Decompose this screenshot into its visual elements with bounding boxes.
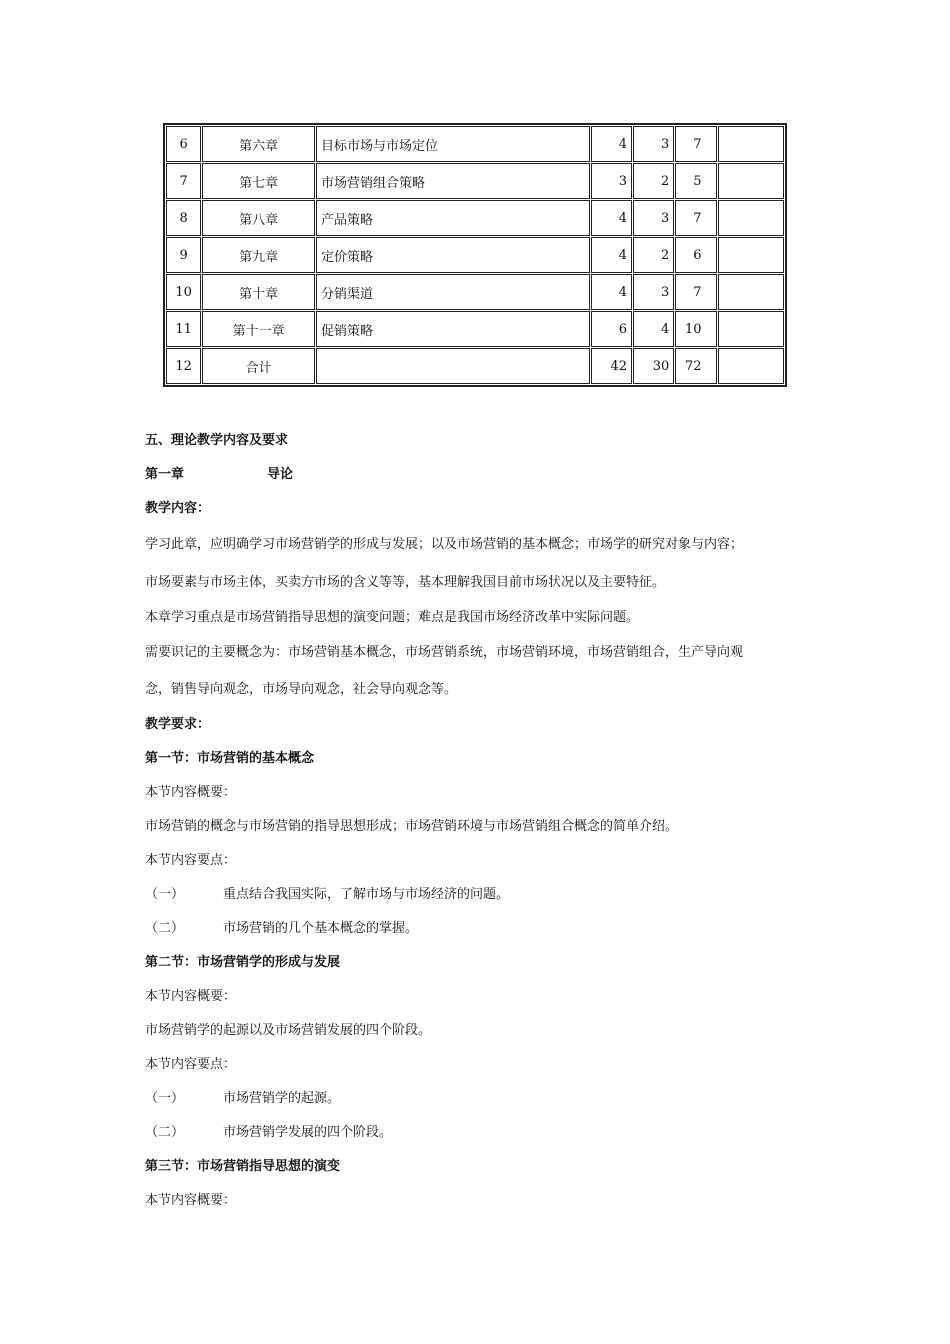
table-row [166, 200, 784, 236]
cell-total-hours: 72 [675, 348, 716, 384]
chapter-number: 第一章 [145, 467, 185, 482]
cell-note [718, 200, 784, 236]
cell-chapter: 第九章 [202, 237, 315, 273]
cell-number: 11 [166, 311, 201, 347]
cell-practice-hours: 3 [633, 274, 674, 310]
table-row [166, 126, 784, 162]
section-2-point-1 [145, 1082, 825, 1116]
chapter-name: 导论 [267, 467, 294, 482]
cell-note [718, 163, 784, 199]
cell-number: 7 [166, 163, 201, 199]
cell-title: 定价策略 [316, 237, 590, 273]
cell-lecture-hours: 3 [591, 163, 632, 199]
cell-chapter: 第六章 [202, 126, 315, 162]
section-1-overview: 市场营销的概念与市场营销的指导思想形成；市场营销环境与市场营销组合概念的简单介绍。 [145, 819, 679, 834]
content-paragraph-1b: 市场要素与市场主体，买卖方市场的含义等等，基本理解我国目前市场状况以及主要特征。 [145, 575, 666, 590]
cell-lecture-hours: 4 [591, 274, 632, 310]
point-text: 重点结合我国实际，了解市场与市场经济的问题。 [223, 887, 510, 902]
point-marker: （二） [145, 1125, 185, 1140]
cell-title: 目标市场与市场定位 [316, 126, 590, 162]
section-1-point-1 [145, 878, 825, 912]
cell-title: 分销渠道 [316, 274, 590, 310]
cell-practice-hours: 3 [633, 200, 674, 236]
cell-title: 市场营销组合策略 [316, 163, 590, 199]
point-marker: （一） [145, 887, 185, 902]
cell-practice-hours: 2 [633, 163, 674, 199]
cell-lecture-hours: 42 [591, 348, 632, 384]
point-text: 市场营销学发展的四个阶段。 [223, 1125, 393, 1140]
cell-note [718, 348, 784, 384]
section-3-overview-label: 本节内容概要： [145, 1193, 237, 1208]
cell-note [718, 274, 784, 310]
section-2-point-2 [145, 1116, 825, 1150]
cell-title: 促销策略 [316, 311, 590, 347]
section-1-points-label: 本节内容要点： [145, 853, 237, 868]
cell-total-hours: 7 [675, 126, 716, 162]
table-row [166, 274, 784, 310]
content-paragraph-1: 学习此章，应明确学习市场营销学的形成与发展；以及市场营销的基本概念；市场学的研究对象与内容； [145, 537, 744, 552]
section-2-overview-label: 本节内容概要： [145, 989, 237, 1004]
cell-chapter: 第八章 [202, 200, 315, 236]
cell-practice-hours: 4 [633, 311, 674, 347]
cell-lecture-hours: 6 [591, 311, 632, 347]
table-row [166, 163, 784, 199]
cell-note [718, 311, 784, 347]
cell-chapter: 第十一章 [202, 311, 315, 347]
cell-total-hours: 5 [675, 163, 716, 199]
cell-practice-hours: 3 [633, 126, 674, 162]
cell-number: 12 [166, 348, 201, 384]
section-2-overview: 市场营销学的起源以及市场营销发展的四个阶段。 [145, 1023, 432, 1038]
section-1-overview-label: 本节内容概要： [145, 785, 237, 800]
cell-number: 6 [166, 126, 201, 162]
cell-number: 9 [166, 237, 201, 273]
table-row [166, 237, 784, 273]
cell-chapter: 合计 [202, 348, 315, 384]
cell-number: 8 [166, 200, 201, 236]
point-marker: （一） [145, 1091, 185, 1106]
cell-total-hours: 7 [675, 200, 716, 236]
cell-lecture-hours: 4 [591, 126, 632, 162]
cell-practice-hours: 30 [633, 348, 674, 384]
cell-title [316, 348, 590, 384]
chapter-title [145, 458, 825, 492]
section-2-title: 第二节：市场营销学的形成与发展 [145, 955, 341, 970]
table-row [166, 348, 784, 384]
cell-number: 10 [166, 274, 201, 310]
point-text: 市场营销学的起源。 [223, 1091, 341, 1106]
table-body [166, 126, 784, 384]
cell-practice-hours: 2 [633, 237, 674, 273]
point-text: 市场营销的几个基本概念的掌握。 [223, 921, 419, 936]
hours-table [165, 125, 785, 385]
course-hours-table [163, 123, 787, 387]
cell-note [718, 126, 784, 162]
content-paragraph-2: 本章学习重点是市场营销指导思想的演变问题；难点是我国市场经济改革中实际问题。 [145, 610, 640, 625]
cell-total-hours: 10 [675, 311, 716, 347]
cell-note [718, 237, 784, 273]
document-body [145, 424, 825, 1218]
cell-lecture-hours: 4 [591, 237, 632, 273]
content-label: 教学内容： [145, 501, 211, 516]
section-2-points-label: 本节内容要点： [145, 1057, 237, 1072]
cell-title: 产品策略 [316, 200, 590, 236]
content-paragraph-3: 需要识记的主要概念为：市场营销基本概念，市场营销系统，市场营销环境，市场营销组合，生产导向观 [145, 645, 744, 660]
cell-lecture-hours: 4 [591, 200, 632, 236]
requirements-label: 教学要求： [145, 717, 211, 732]
cell-total-hours: 6 [675, 237, 716, 273]
cell-total-hours: 7 [675, 274, 716, 310]
section-heading: 五、理论教学内容及要求 [145, 433, 289, 448]
point-marker: （二） [145, 921, 185, 936]
section-1-title: 第一节：市场营销的基本概念 [145, 751, 315, 766]
section-3-title: 第三节：市场营销指导思想的演变 [145, 1159, 341, 1174]
cell-chapter: 第七章 [202, 163, 315, 199]
cell-chapter: 第十章 [202, 274, 315, 310]
content-paragraph-3b: 念，销售导向观念，市场导向观念，社会导向观念等。 [145, 682, 458, 697]
table-row [166, 311, 784, 347]
section-1-point-2 [145, 912, 825, 946]
